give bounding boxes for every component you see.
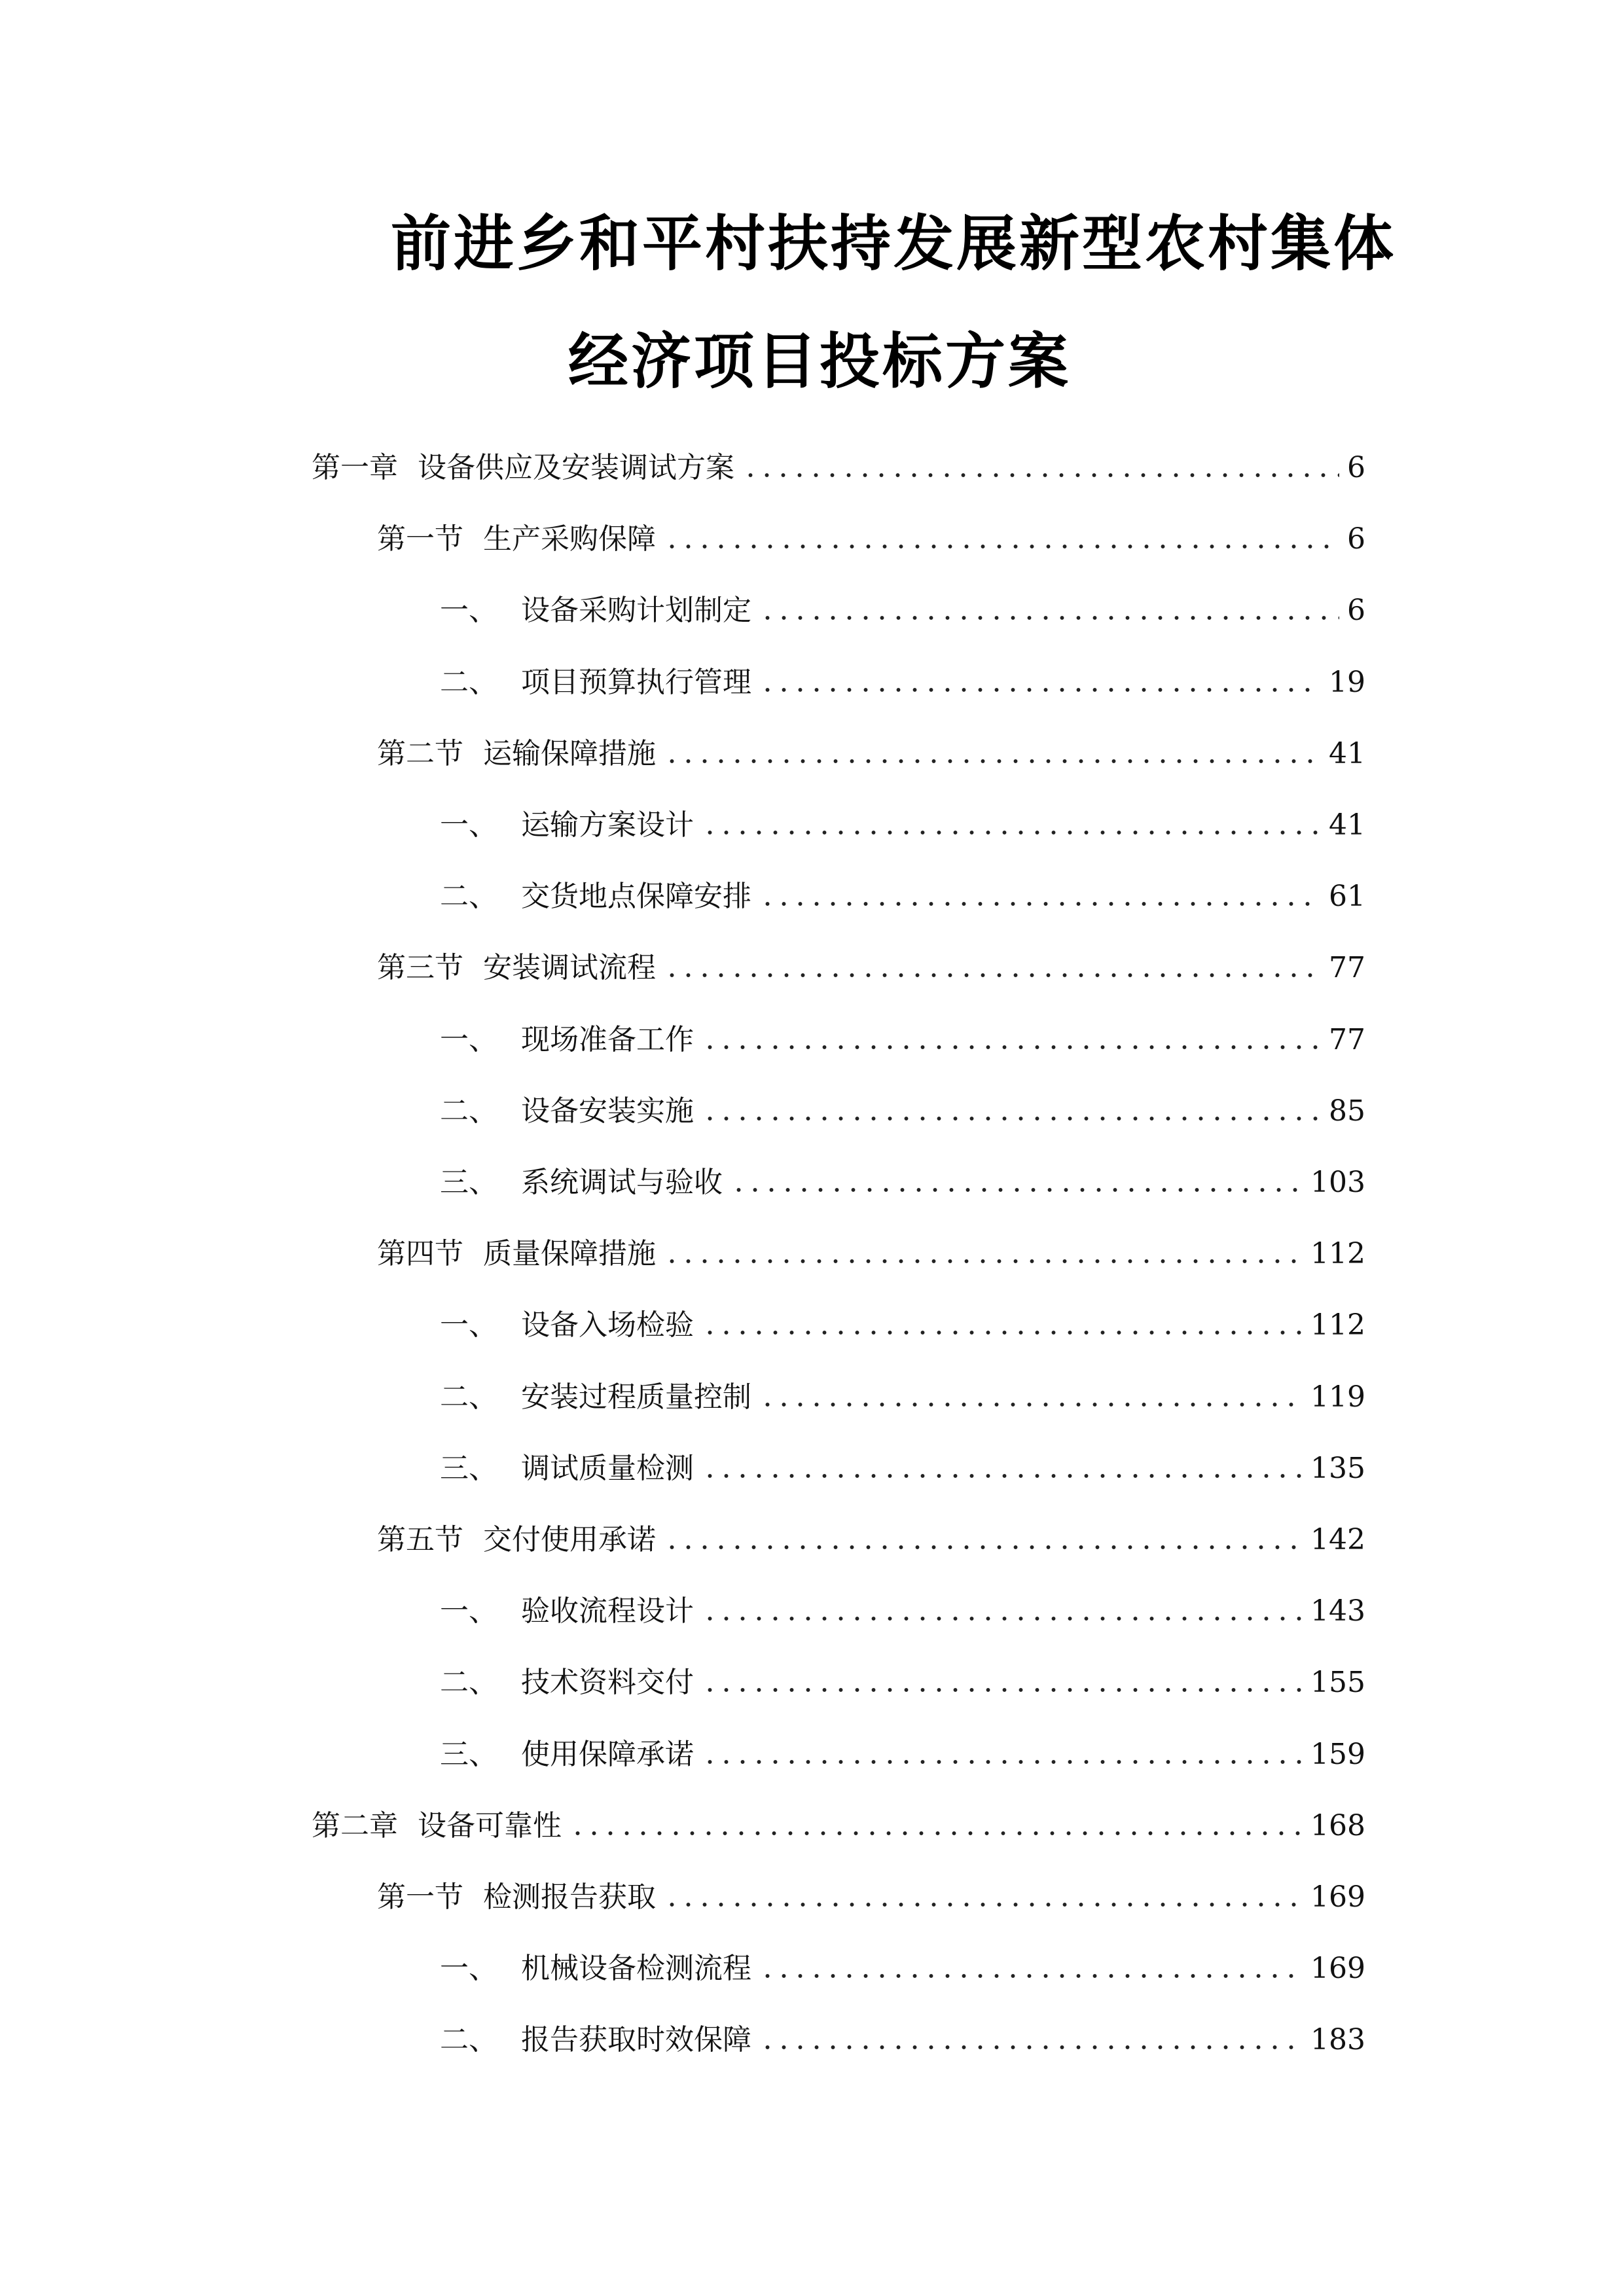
toc-entry-label xyxy=(440,2017,751,2063)
toc-entry-title: 使用保障承诺 xyxy=(521,1738,694,1771)
toc-entry-label xyxy=(440,1946,751,1992)
toc-entry-number: 一、 xyxy=(440,808,497,842)
toc-entry-number: 第二节 xyxy=(377,737,463,770)
toc-entry-number: 三、 xyxy=(440,1738,497,1771)
toc-dot-leader xyxy=(731,1187,1303,1193)
toc-entry[interactable] xyxy=(440,588,1365,634)
toc-page-number: 6 xyxy=(1347,522,1365,556)
toc-dot-leader xyxy=(702,1473,1303,1479)
toc-entry-label xyxy=(312,1803,562,1849)
toc-dot-leader xyxy=(569,1831,1303,1836)
toc-page-number: 142 xyxy=(1310,1523,1365,1556)
toc-dot-leader xyxy=(759,1402,1303,1407)
toc-dot-leader xyxy=(702,1759,1303,1765)
toc-dot-leader xyxy=(702,1116,1321,1121)
toc-dot-leader xyxy=(702,1616,1303,1621)
toc-entry-label xyxy=(440,1660,694,1706)
toc-page-number: 41 xyxy=(1329,808,1365,842)
toc-page-number: 61 xyxy=(1329,880,1365,913)
toc-page-number: 85 xyxy=(1329,1094,1365,1128)
toc-entry[interactable] xyxy=(440,660,1365,706)
toc-entry-number: 二、 xyxy=(440,880,497,913)
toc-entry[interactable] xyxy=(377,1517,1365,1563)
toc-dot-leader xyxy=(759,1973,1303,1979)
toc-entry-label xyxy=(377,731,656,777)
toc-entry-title: 系统调试与验收 xyxy=(521,1166,723,1199)
toc-dot-leader xyxy=(702,830,1321,835)
toc-page-number: 169 xyxy=(1310,1952,1365,1985)
toc-entry-title: 交货地点保障安排 xyxy=(521,880,751,913)
toc-page-number: 41 xyxy=(1329,737,1365,770)
toc-entry-title: 设备入场检验 xyxy=(521,1308,694,1342)
toc-entry-label xyxy=(440,588,751,634)
toc-page-number: 6 xyxy=(1347,451,1365,484)
toc-entry[interactable] xyxy=(440,1588,1365,1634)
toc-entry-label xyxy=(440,1374,751,1420)
toc-page-number: 159 xyxy=(1310,1738,1365,1771)
toc-entry-label xyxy=(440,1088,694,1134)
toc-entry-label xyxy=(440,1588,694,1634)
toc-entry[interactable] xyxy=(377,731,1365,777)
toc-entry-label xyxy=(377,1874,656,1920)
toc-entry-title: 项目预算执行管理 xyxy=(521,666,751,699)
toc-entry-number: 一、 xyxy=(440,1594,497,1628)
toc-entry-label xyxy=(440,802,694,848)
toc-entry-label xyxy=(440,874,751,920)
toc-entry[interactable] xyxy=(440,1302,1365,1348)
toc-entry-title: 机械设备检测流程 xyxy=(521,1952,751,1985)
toc-dot-leader xyxy=(759,901,1321,906)
toc-entry-number: 二、 xyxy=(440,2023,497,2056)
toc-page-number: 77 xyxy=(1329,1023,1365,1056)
toc-page-number: 112 xyxy=(1310,1308,1365,1342)
toc-entry[interactable] xyxy=(440,802,1365,848)
toc-entry-title: 运输保障措施 xyxy=(483,737,656,770)
toc-entry-title: 检测报告获取 xyxy=(483,1880,656,1914)
toc-entry[interactable] xyxy=(440,1946,1365,1992)
toc-entry-number: 第一章 xyxy=(312,451,398,484)
toc-entry-label xyxy=(440,1017,694,1063)
toc-dot-leader xyxy=(664,759,1321,764)
toc-entry-title: 生产采购保障 xyxy=(483,522,656,556)
toc-entry-label xyxy=(377,1231,656,1277)
toc-entry-label xyxy=(377,945,656,991)
toc-page-number: 103 xyxy=(1310,1166,1365,1199)
toc-dot-leader xyxy=(664,1545,1303,1550)
toc-page-number: 119 xyxy=(1310,1380,1365,1414)
toc-entry-title: 现场准备工作 xyxy=(521,1023,694,1056)
toc-entry[interactable] xyxy=(440,1088,1365,1134)
toc-entry[interactable] xyxy=(440,1374,1365,1420)
toc-entry[interactable] xyxy=(377,516,1365,562)
toc-entry-label xyxy=(377,1517,656,1563)
toc-entry-label xyxy=(440,1302,694,1348)
toc-dot-leader xyxy=(759,2045,1303,2050)
toc-dot-leader xyxy=(664,1259,1303,1264)
toc-entry-label xyxy=(440,1446,694,1492)
toc-entry-label xyxy=(440,1160,723,1206)
toc-entry-title: 安装过程质量控制 xyxy=(521,1380,751,1414)
toc-entry[interactable] xyxy=(440,1160,1365,1206)
toc-entry-title: 设备可靠性 xyxy=(418,1809,562,1842)
document-title-text-1: 前进乡和平村扶持发展新型农村集体 xyxy=(391,209,1397,279)
toc-entry[interactable] xyxy=(440,2017,1365,2063)
toc-page-number: 143 xyxy=(1310,1594,1365,1628)
toc-entry[interactable] xyxy=(440,874,1365,920)
toc-entry-title: 设备采购计划制定 xyxy=(521,594,751,627)
toc-page-number: 135 xyxy=(1310,1452,1365,1485)
toc-entry-title: 交付使用承诺 xyxy=(483,1523,656,1556)
toc-entry-number: 二、 xyxy=(440,1380,497,1414)
toc-entry-title: 质量保障措施 xyxy=(483,1237,656,1270)
toc-entry-number: 二、 xyxy=(440,1094,497,1128)
toc-page-number: 6 xyxy=(1347,594,1365,627)
toc-page-number: 19 xyxy=(1329,666,1365,699)
toc-entry-number: 一、 xyxy=(440,1308,497,1342)
toc-entry[interactable] xyxy=(377,945,1365,991)
toc-page-number: 155 xyxy=(1310,1666,1365,1699)
toc-entry-number: 三、 xyxy=(440,1452,497,1485)
toc-entry-title: 调试质量检测 xyxy=(521,1452,694,1485)
toc-entry-label xyxy=(312,445,734,491)
toc-entry[interactable] xyxy=(377,1231,1365,1277)
toc-entry-number: 二、 xyxy=(440,1666,497,1699)
toc-entry-number: 第三节 xyxy=(377,951,463,984)
toc-dot-leader xyxy=(664,973,1321,978)
toc-dot-leader xyxy=(702,1687,1303,1693)
toc-dot-leader xyxy=(759,687,1321,692)
toc-entry[interactable] xyxy=(312,445,1365,491)
toc-entry-label xyxy=(377,516,656,562)
toc-entry-title: 报告获取时效保障 xyxy=(521,2023,751,2056)
toc-entry-title: 设备供应及安装调试方案 xyxy=(418,451,734,484)
toc-entry-number: 第二章 xyxy=(312,1809,398,1842)
toc-entry[interactable] xyxy=(440,1017,1365,1063)
toc-entry-title: 技术资料交付 xyxy=(521,1666,694,1699)
toc-page-number: 169 xyxy=(1310,1880,1365,1914)
document-title-text-2: 经济项目投标方案 xyxy=(568,327,1072,397)
toc-page-number: 168 xyxy=(1310,1809,1365,1842)
toc-dot-leader xyxy=(759,615,1339,620)
toc-entry[interactable] xyxy=(440,1660,1365,1706)
toc-entry[interactable] xyxy=(377,1874,1365,1920)
toc-entry-label xyxy=(440,660,751,706)
toc-dot-leader xyxy=(664,544,1339,549)
toc-entry[interactable] xyxy=(440,1732,1365,1778)
toc-entry-number: 第一节 xyxy=(377,1880,463,1914)
toc-entry-number: 第四节 xyxy=(377,1237,463,1270)
toc-entry-number: 一、 xyxy=(440,594,497,627)
toc-entry-title: 运输方案设计 xyxy=(521,808,694,842)
toc-page-number: 183 xyxy=(1310,2023,1365,2056)
toc-entry-number: 二、 xyxy=(440,666,497,699)
toc-entry-number: 一、 xyxy=(440,1952,497,1985)
toc-entry-title: 安装调试流程 xyxy=(483,951,656,984)
toc-entry-number: 第五节 xyxy=(377,1523,463,1556)
toc-dot-leader xyxy=(664,1902,1303,1907)
toc-entry-label xyxy=(440,1732,694,1778)
toc-dot-leader xyxy=(702,1330,1303,1335)
toc-page-number: 77 xyxy=(1329,951,1365,984)
toc-entry[interactable] xyxy=(440,1446,1365,1492)
toc-page-number: 112 xyxy=(1310,1237,1365,1270)
toc-entry-number: 第一节 xyxy=(377,522,463,556)
toc-entry-number: 三、 xyxy=(440,1166,497,1199)
toc-entry[interactable] xyxy=(312,1803,1365,1849)
toc-entry-title: 验收流程设计 xyxy=(521,1594,694,1628)
toc-dot-leader xyxy=(702,1045,1321,1050)
toc-entry-number: 一、 xyxy=(440,1023,497,1056)
toc-dot-leader xyxy=(742,473,1339,478)
toc-entry-title: 设备安装实施 xyxy=(521,1094,694,1128)
